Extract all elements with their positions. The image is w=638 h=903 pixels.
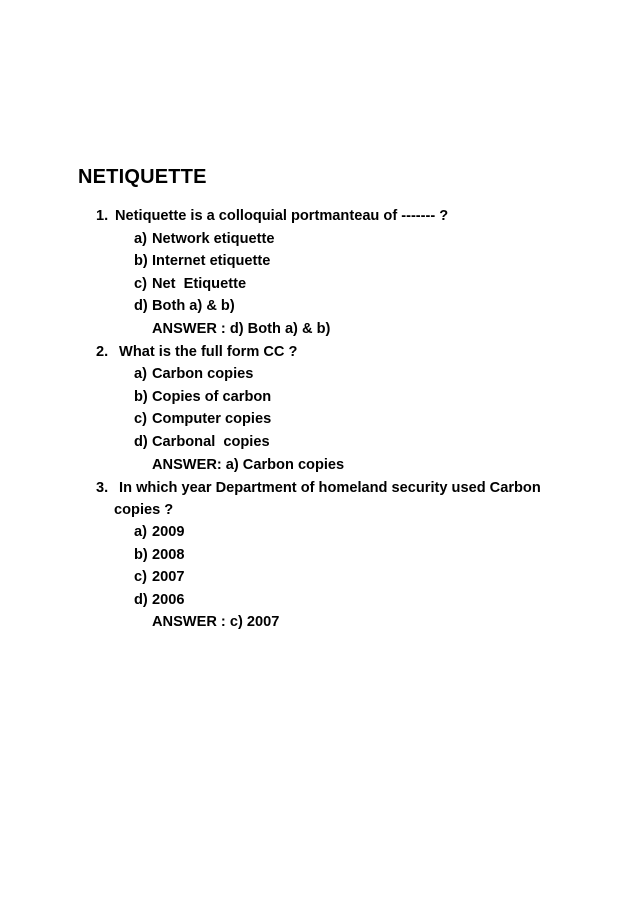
option-text: Net Etiquette bbox=[152, 276, 247, 292]
option-label: a) bbox=[134, 524, 147, 540]
option-text: 2006 bbox=[152, 592, 185, 608]
option-label: b) bbox=[134, 547, 148, 563]
option-text: 2007 bbox=[152, 569, 185, 585]
question-text: Netiquette is a colloquial portmanteau of ------- ? bbox=[115, 208, 449, 224]
option-label: c) bbox=[134, 569, 147, 585]
option-label: a) bbox=[134, 231, 147, 247]
question-number: 2. bbox=[96, 344, 109, 360]
question-3 bbox=[96, 478, 541, 498]
question-number: 3. bbox=[96, 480, 109, 496]
option-3d bbox=[134, 590, 184, 610]
question-2 bbox=[96, 342, 297, 362]
option-2c bbox=[134, 409, 271, 429]
option-label: b) bbox=[134, 253, 148, 269]
question-number: 1. bbox=[96, 208, 109, 224]
option-text: 2008 bbox=[152, 547, 185, 563]
document-title: NETIQUETTE bbox=[78, 166, 207, 188]
option-1c bbox=[134, 274, 246, 294]
option-label: d) bbox=[134, 298, 148, 314]
question-text: In which year Department of homeland security used Carbon bbox=[115, 480, 541, 496]
option-text: Computer copies bbox=[152, 411, 272, 427]
option-text: Both a) & b) bbox=[152, 298, 235, 314]
answer-2: ANSWER: a) Carbon copies bbox=[152, 457, 345, 473]
option-1d bbox=[134, 296, 235, 316]
option-text: Carbon copies bbox=[152, 366, 254, 382]
option-3b bbox=[134, 545, 184, 565]
option-3c bbox=[134, 567, 184, 587]
option-2d bbox=[134, 432, 270, 452]
option-label: b) bbox=[134, 389, 148, 405]
option-1a bbox=[134, 229, 274, 249]
option-text: Network etiquette bbox=[152, 231, 275, 247]
option-3a bbox=[134, 522, 184, 542]
option-label: a) bbox=[134, 366, 147, 382]
option-text: Internet etiquette bbox=[152, 253, 271, 269]
question-3-continued: copies ? bbox=[114, 502, 174, 518]
option-2b bbox=[134, 387, 271, 407]
question-text: What is the full form CC ? bbox=[115, 344, 298, 360]
option-text: 2009 bbox=[152, 524, 185, 540]
option-label: d) bbox=[134, 434, 148, 450]
option-text: Carbonal copies bbox=[152, 434, 270, 450]
option-2a bbox=[134, 364, 253, 384]
answer-3: ANSWER : c) 2007 bbox=[152, 614, 280, 630]
option-label: d) bbox=[134, 592, 148, 608]
option-text: Copies of carbon bbox=[152, 389, 272, 405]
option-label: c) bbox=[134, 411, 147, 427]
answer-1: ANSWER : d) Both a) & b) bbox=[152, 321, 331, 337]
question-1 bbox=[96, 206, 448, 226]
option-label: c) bbox=[134, 276, 147, 292]
option-1b bbox=[134, 251, 270, 271]
